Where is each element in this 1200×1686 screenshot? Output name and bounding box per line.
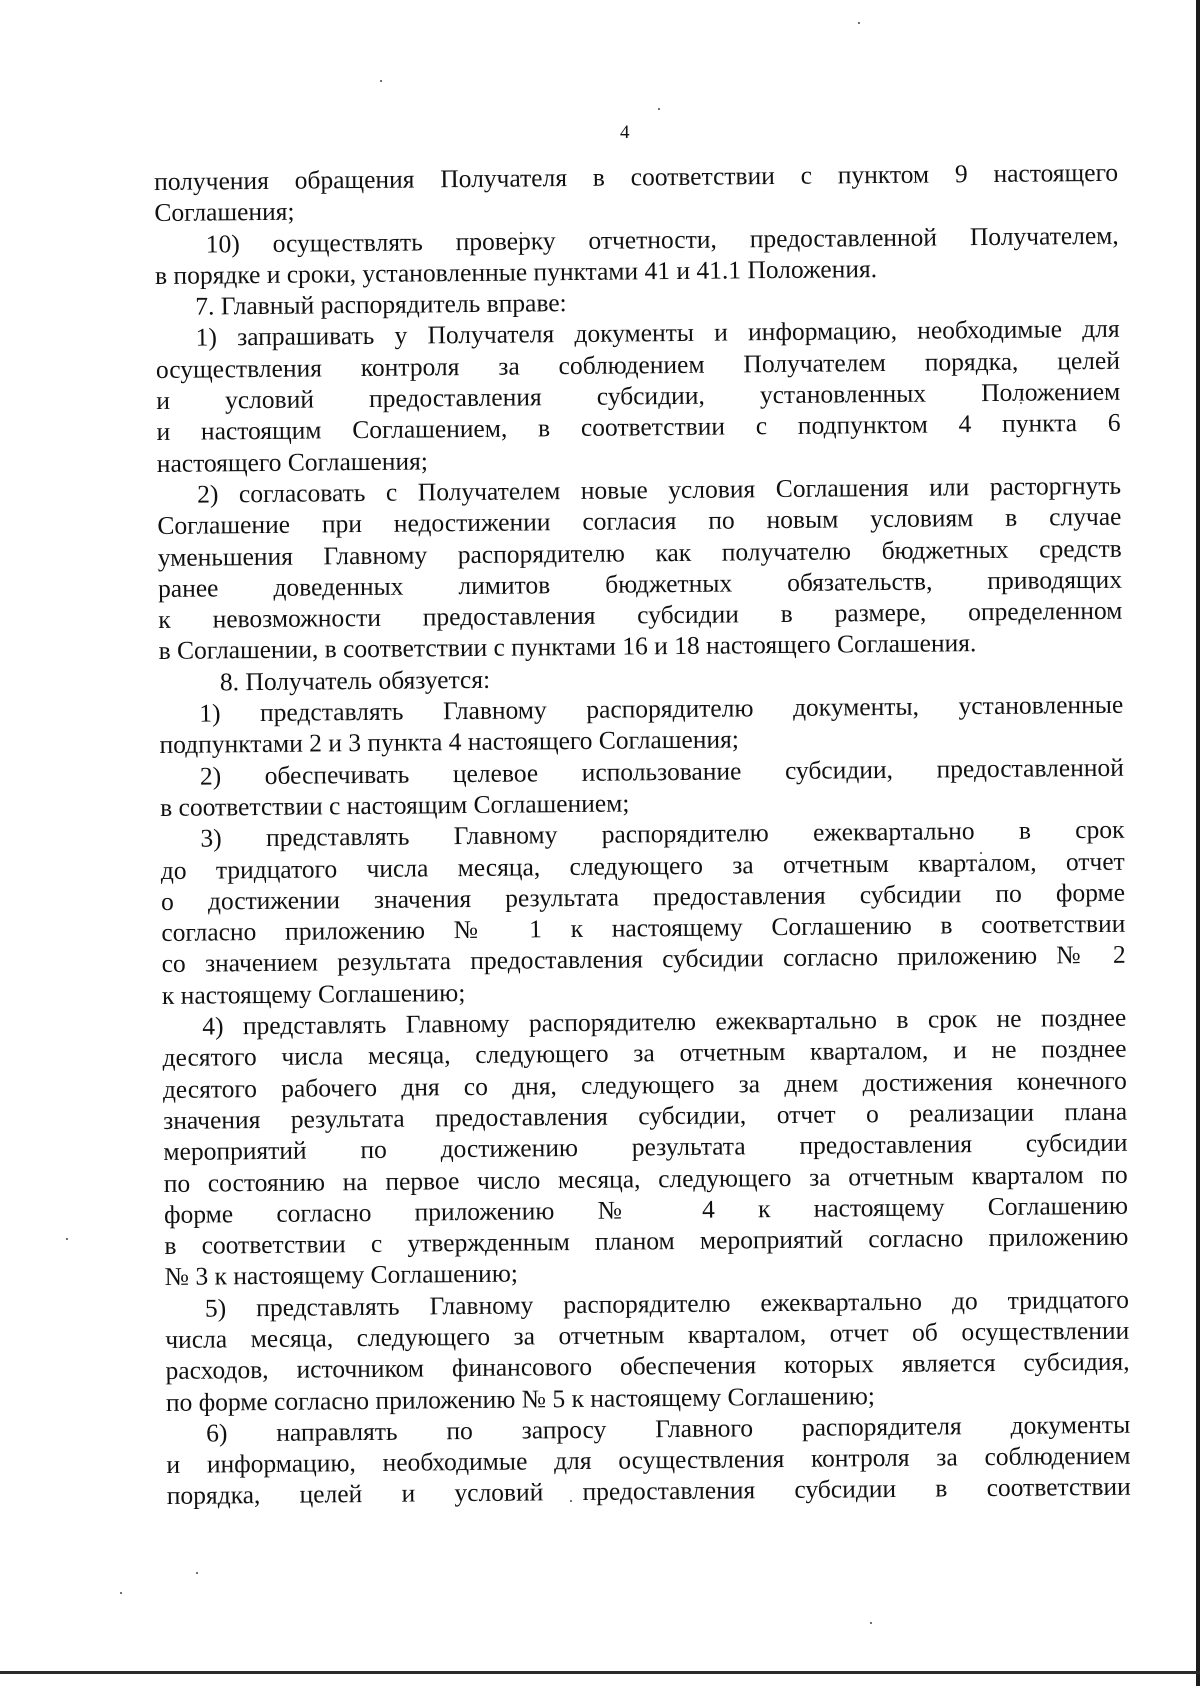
- text-line: 6) направлять по запросу Главного распорядителя документы: [206, 1409, 1131, 1448]
- text-line: и информацию, необходимые для осуществления контроля за соблюдением: [166, 1440, 1131, 1480]
- text-line: и настоящим Соглашением, в соответствии с подпунктом 4 пункта 6: [156, 408, 1121, 447]
- text-line: 10) осуществлять проверку отчетности, предоставленной Получателем,: [205, 220, 1119, 259]
- page-number: 4: [620, 122, 630, 143]
- text-line: ранее доведенных лимитов бюджетных обязательств, приводящих: [157, 564, 1123, 603]
- paragraph-item-8-5: [165, 1283, 1130, 1417]
- scan-border-right: [1196, 0, 1200, 1686]
- text-line: уменьшения Главному распорядителю как получателю бюджетных средств: [157, 533, 1122, 572]
- scan-speck: [120, 1592, 122, 1594]
- text-line: к настоящему Соглашению;: [161, 977, 466, 1010]
- text-line: значения результата предоставления субсидии, отчет о реализации плана: [163, 1096, 1128, 1135]
- text-line: Соглашения;: [154, 196, 295, 228]
- scan-speck: [66, 1238, 68, 1240]
- paragraph-item-7-2: [157, 470, 1123, 667]
- text-line: к невозможности предоставления субсидии в размере, определенном: [158, 595, 1123, 635]
- text-line: о достижении значения результата предоставления субсидии по форме: [160, 877, 1126, 916]
- text-line: в соответствии с утвержденным планом мероприятий согласно приложению: [164, 1221, 1129, 1261]
- text-line: до тридцатого числа месяца, следующего за отчетным кварталом, отчет: [160, 846, 1125, 885]
- scan-speck: [380, 80, 382, 82]
- text-line: в Соглашении, в соответствии с пунктами 16 и 18 настоящего Соглашения.: [158, 628, 977, 666]
- paragraph-intro: [154, 157, 1119, 229]
- text-line: 3) представлять Главному распорядителю ежеквартально в срок: [200, 814, 1125, 853]
- text-line: настоящего Соглашения;: [156, 446, 428, 478]
- text-line: десятого рабочего дня со дня, следующего за днем достижения конечного: [162, 1065, 1127, 1104]
- scan-speck: [870, 1622, 872, 1624]
- text-line: 8. Получатель обязуется:: [219, 664, 491, 697]
- text-line: 1) запрашивать у Получателя документы и информацию, необходимые для: [195, 314, 1120, 353]
- text-line: форме согласно приложению № 4 к настоящему Соглашению: [163, 1190, 1129, 1229]
- text-line: по форме согласно приложению № 5 к настоящему Соглашению;: [165, 1380, 876, 1417]
- text-line: в соответствии с настоящим Соглашением;: [160, 788, 630, 822]
- paragraph-item-8-6: [166, 1409, 1131, 1512]
- text-line: осуществления контроля за соблюдением Получателем порядка, целей: [155, 345, 1121, 384]
- scan-speck: [658, 108, 660, 110]
- paragraph-item-6-10: [155, 219, 1120, 291]
- scan-speck: [858, 22, 860, 24]
- text-line: со значением результата предоставления субсидии согласно приложению № 2: [161, 940, 1126, 979]
- text-line: мероприятий по достижению результата предоставления субсидии: [163, 1127, 1128, 1167]
- text-line: согласно приложению № 1 к настоящему Соглашению в соответствии: [161, 908, 1126, 948]
- scan-border-bottom: [0, 1671, 1200, 1674]
- text-line: подпунктами 2 и 3 пункта 4 настоящего Соглашения;: [159, 724, 739, 760]
- text-line: по состоянию на первое число месяца, следующего за отчетным кварталом по: [163, 1159, 1128, 1198]
- scan-speck: [196, 1572, 198, 1574]
- paragraph-item-7-1: [156, 313, 1121, 479]
- document-body: [154, 157, 1131, 1512]
- text-line: в порядке и сроки, установленные пунктами 41 и 41.1 Положения.: [154, 253, 878, 290]
- paragraph-item-8-4: [162, 1002, 1129, 1293]
- text-line: 7. Главный распорядитель вправе:: [195, 288, 567, 321]
- text-line: Соглашение при недостижении согласия по новым условиям в случае: [157, 501, 1122, 541]
- text-line: 4) представлять Главному распорядителю ежеквартально в срок не позднее: [202, 1002, 1127, 1041]
- text-line: № 3 к настоящему Соглашению;: [164, 1258, 519, 1292]
- text-line: получения обращения Получателя в соответствии с пунктом 9 настоящего: [154, 157, 1119, 196]
- text-line: и условий предоставления субсидии, установленных Положением: [156, 376, 1121, 416]
- paragraph-item-8-3: [160, 814, 1126, 1011]
- text-line: 1) представлять Главному распорядителю документы, установленные: [199, 689, 1124, 728]
- text-line: числа месяца, следующего за отчетным кварталом, отчет об осуществлении: [165, 1315, 1130, 1354]
- paragraph-item-8-1: [159, 689, 1124, 761]
- text-line: десятого числа месяца, следующего за отчетным кварталом, и не позднее: [162, 1034, 1127, 1073]
- paragraph-item-8-2: [160, 751, 1125, 823]
- text-line: 5) представлять Главному распорядителю ежеквартально до тридцатого: [204, 1284, 1130, 1323]
- text-line: 2) согласовать с Получателем новые условия Соглашения или расторгнуть: [197, 470, 1122, 509]
- text-line: расходов, источником финансового обеспечения которых является субсидия,: [165, 1346, 1130, 1386]
- text-line: порядка, целей и условий предоставления субсидии в соответствии: [166, 1472, 1131, 1511]
- text-line: 2) обеспечивать целевое использование субсидии, предоставленной: [199, 752, 1124, 791]
